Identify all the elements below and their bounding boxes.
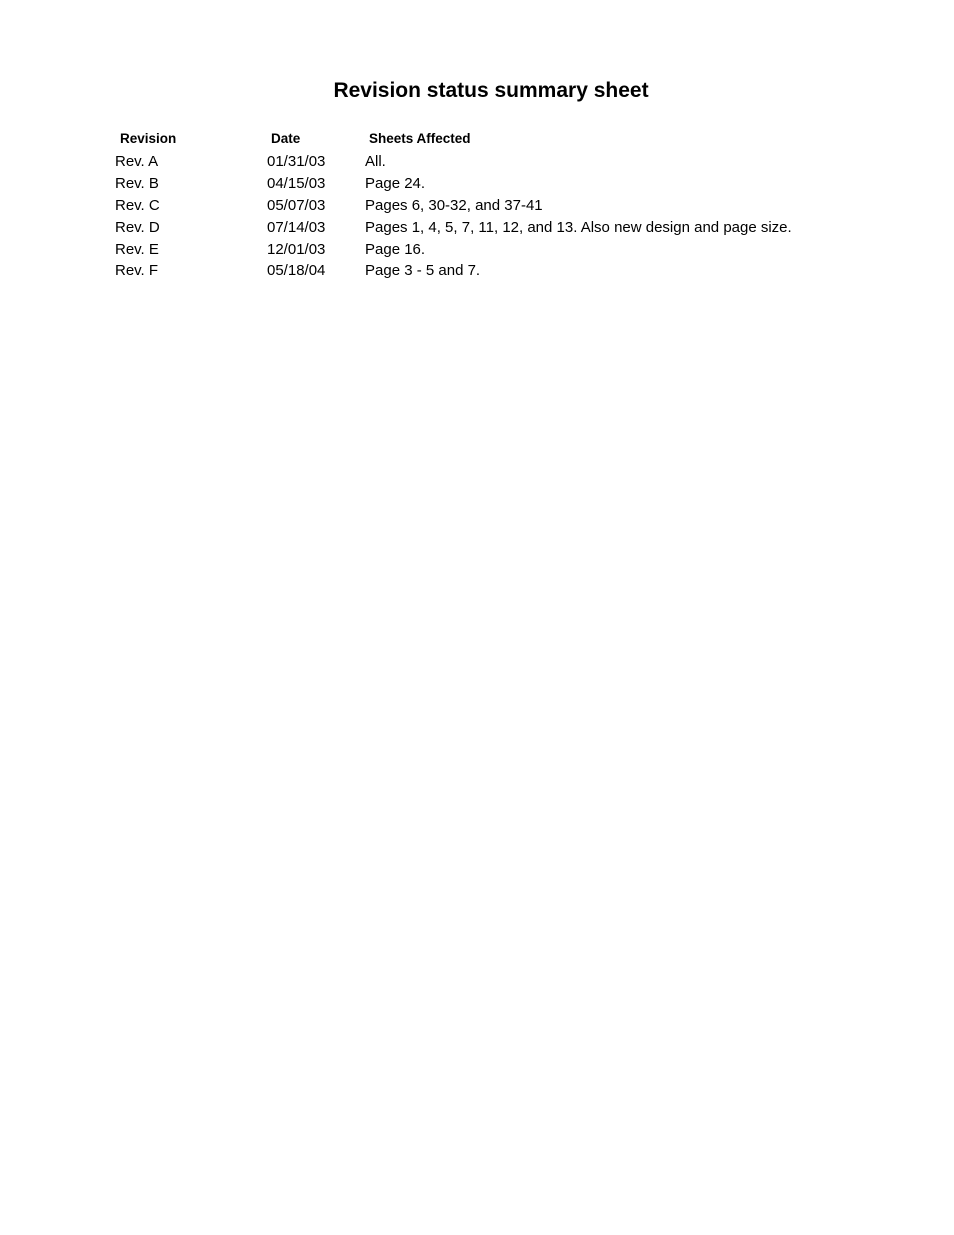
date-cell: 07/14/03 — [267, 219, 326, 236]
sheets-affected-cell: Page 24. — [365, 175, 426, 192]
date-cell: 12/01/03 — [267, 241, 326, 258]
revision-cell: Rev. B — [115, 175, 159, 192]
revision-cell: Rev. E — [115, 241, 159, 258]
date-cell: 05/07/03 — [267, 197, 326, 214]
header-revision: Revision — [120, 131, 177, 146]
header-date: Date — [271, 131, 301, 146]
revision-cell: Rev. A — [115, 153, 159, 170]
date-cell: 01/31/03 — [267, 153, 326, 170]
sheets-affected-cell: Pages 6, 30-32, and 37-41 — [365, 197, 543, 214]
date-cell: 05/18/04 — [267, 262, 326, 279]
revision-cell: Rev. D — [115, 219, 160, 236]
sheets-affected-cell: Page 3 - 5 and 7. — [365, 262, 481, 279]
header-sheets-affected: Sheets Affected — [369, 131, 471, 146]
revision-cell: Rev. F — [115, 262, 159, 279]
page-title: Revision status summary sheet — [333, 79, 649, 102]
date-cell: 04/15/03 — [267, 175, 326, 192]
sheets-affected-cell: Page 16. — [365, 241, 426, 258]
sheets-affected-cell: All. — [365, 153, 386, 170]
sheets-affected-cell: Pages 1, 4, 5, 7, 11, 12, and 13. Also new design and page size. — [365, 219, 792, 236]
revision-cell: Rev. C — [115, 197, 160, 214]
